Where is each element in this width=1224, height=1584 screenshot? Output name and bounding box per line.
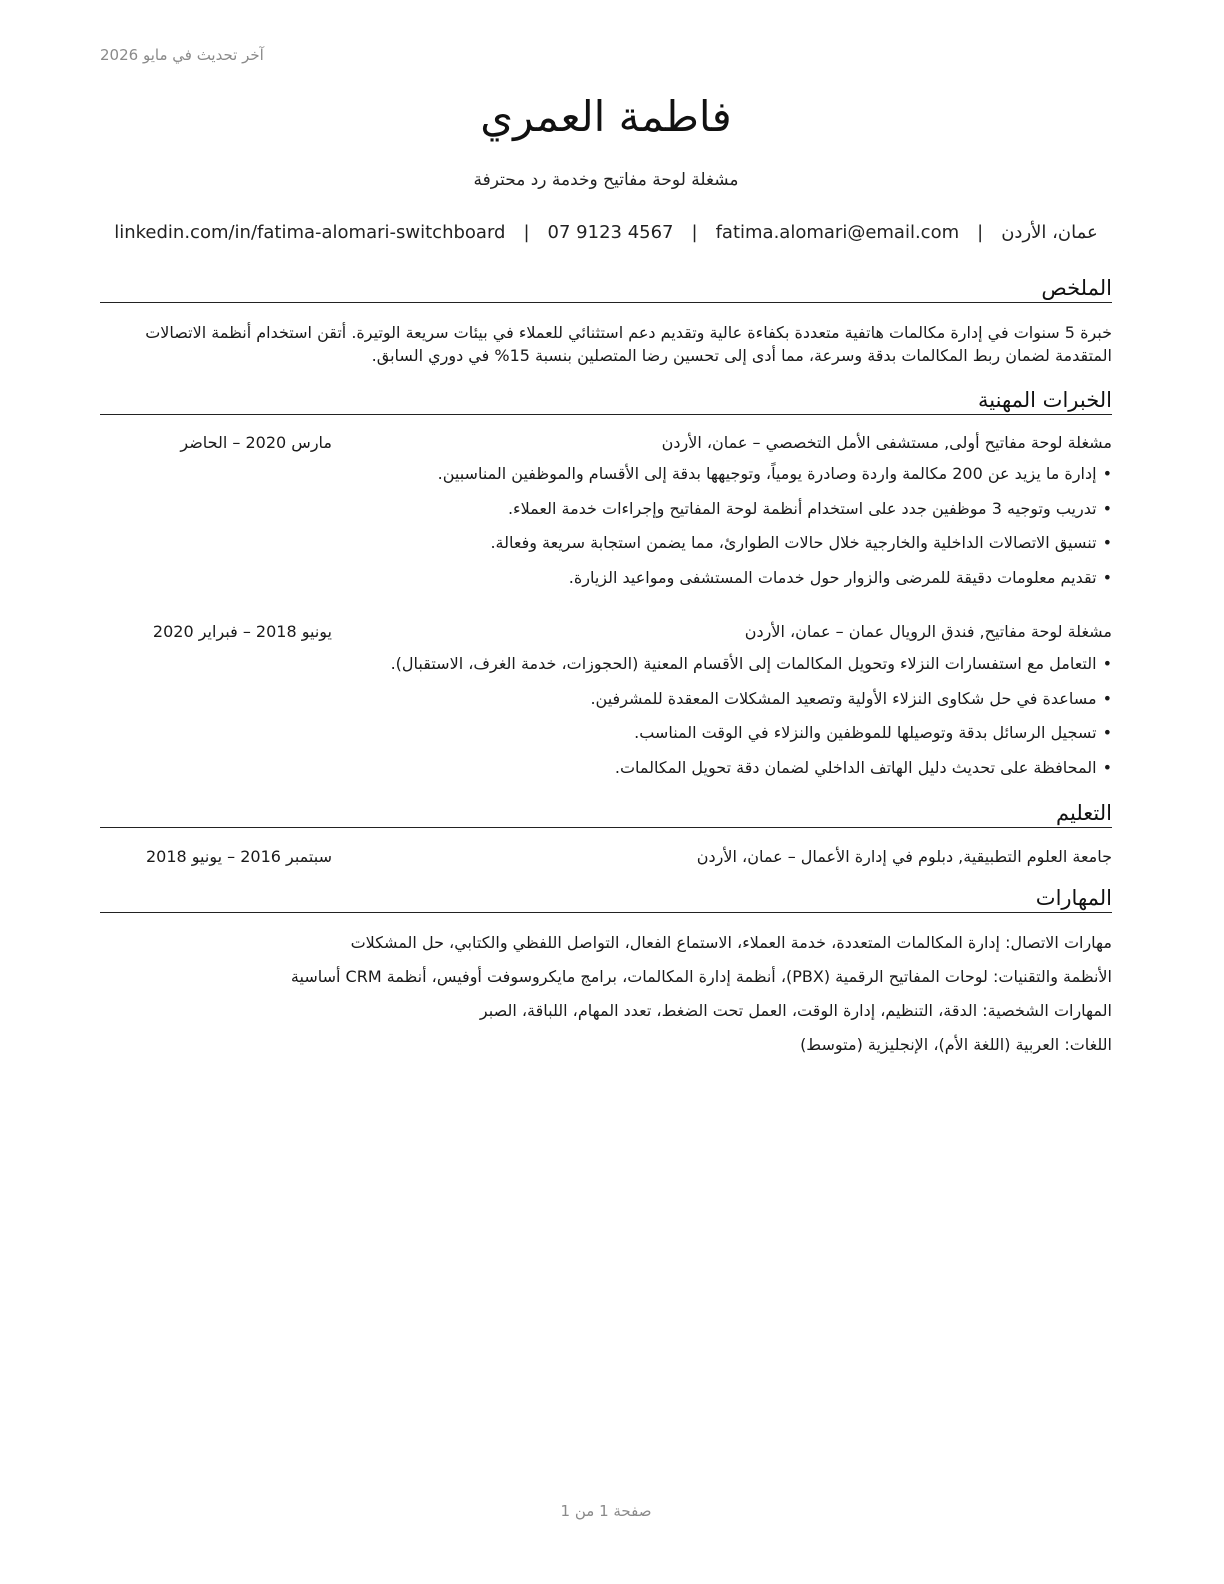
candidate-name: فاطمة العمري	[480, 92, 732, 141]
education-dates: سبتمبر 2016 – يونيو 2018	[145, 847, 332, 866]
contact-location: عمان، الأردن	[1001, 222, 1098, 243]
contact-linkedin[interactable]: linkedin.com/in/fatima-alomari-switchboard	[114, 222, 506, 243]
skills-heading: المهارات	[100, 886, 1112, 913]
job-title: مشغلة لوحة مفاتيح أولى, مستشفى الأمل التخصصي – عمان، الأردن	[661, 433, 1112, 452]
contact-email[interactable]: fatima.alomari@email.com	[715, 222, 960, 243]
page-number: صفحة 1 من 1	[560, 1502, 652, 1520]
bullet-item	[100, 653, 1112, 688]
job-bullets	[100, 463, 1112, 601]
bullet-icon: •	[1102, 498, 1112, 518]
summary-text: خبرة 5 سنوات في إدارة مكالمات هاتفية متعددة بكفاءة عالية وتقديم دعم استثنائي للعملاء في بيئات سريعة الوتيرة. أتقن استخدام أنظمة الاتصالات المتقدمة لضمان ربط المكالمات بدقة وسرعة، مما أدى إلى تحسين رضا المتصلين بنسبة 15% في دوري السابق.	[145, 323, 1112, 365]
bullet-item	[100, 532, 1112, 567]
bullet-icon: •	[1102, 688, 1112, 708]
bullet-icon: •	[1102, 464, 1112, 483]
skill-line: مهارات الاتصال: إدارة المكالمات المتعددة، خدمة العملاء، الاستماع الفعال، التواصل اللفظي والكتابي، حل المشكلات	[350, 933, 1112, 952]
bullet-item	[100, 498, 1112, 533]
education-title: جامعة العلوم التطبيقية, دبلوم في إدارة الأعمال – عمان، الأردن	[696, 847, 1112, 866]
bullet-text: المحافظة على تحديث دليل الهاتف الداخلي لضمان دقة تحويل المكالمات.	[614, 757, 1097, 777]
bullet-text: إدارة ما يزيد عن 200 مكالمة واردة وصادرة يومياً، وتوجيهها بدقة إلى الأقسام والموظفين المناسبين.	[437, 464, 1097, 483]
job-dates: مارس 2020 – الحاضر	[180, 433, 332, 452]
bullet-icon: •	[1102, 757, 1112, 777]
bullet-icon: •	[1102, 723, 1112, 742]
candidate-tagline: مشغلة لوحة مفاتيح وخدمة رد محترفة	[473, 170, 739, 190]
summary-heading: الملخص	[100, 276, 1112, 303]
bullet-text: تدريب وتوجيه 3 موظفين جدد على استخدام أنظمة لوحة المفاتيح وإجراءات خدمة العملاء.	[507, 498, 1097, 518]
contact-phone: 07 9123 4567	[547, 222, 674, 243]
bullet-text: تنسيق الاتصالات الداخلية والخارجية خلال حالات الطوارئ، مما يضمن استجابة سريعة وفعالة.	[490, 533, 1097, 552]
bullet-text: تسجيل الرسائل بدقة وتوصيلها للموظفين والنزلاء في الوقت المناسب.	[634, 723, 1097, 742]
job-dates: يونيو 2018 – فبراير 2020	[152, 622, 332, 641]
bullet-item	[100, 463, 1112, 498]
skill-line: المهارات الشخصية: الدقة، التنظيم، إدارة الوقت، العمل تحت الضغط، تعدد المهام، اللباقة، الصبر	[479, 1001, 1112, 1020]
job-title: مشغلة لوحة مفاتيح, فندق الرويال عمان – عمان، الأردن	[744, 622, 1112, 641]
bullet-item	[100, 757, 1112, 792]
bullet-item	[100, 688, 1112, 723]
bullet-item	[100, 722, 1112, 757]
experience-heading: الخبرات المهنية	[100, 388, 1112, 415]
skill-line: الأنظمة والتقنيات: لوحات المفاتيح الرقمية (PBX)، أنظمة إدارة المكالمات، برامج مايكروسوفت أوفيس، أنظمة CRM أساسية	[290, 967, 1112, 986]
bullet-text: تقديم معلومات دقيقة للمرضى والزوار حول خدمات المستشفى ومواعيد الزيارة.	[568, 567, 1097, 587]
skills-list	[100, 932, 1112, 1068]
bullet-icon: •	[1102, 567, 1112, 587]
contact-separator: |	[977, 222, 984, 243]
bullet-icon: •	[1102, 533, 1112, 552]
education-heading: التعليم	[100, 801, 1112, 828]
job-bullets	[100, 653, 1112, 791]
contact-line	[100, 222, 1112, 243]
bullet-icon: •	[1102, 654, 1112, 673]
bullet-text: مساعدة في حل شكاوى النزلاء الأولية وتصعيد المشكلات المعقدة للمشرفين.	[590, 688, 1097, 708]
bullet-text: التعامل مع استفسارات النزلاء وتحويل المكالمات إلى الأقسام المعنية (الحجوزات، خدمة الغرف، الاستقبال).	[390, 654, 1097, 673]
contact-separator: |	[691, 222, 698, 243]
bullet-item	[100, 567, 1112, 602]
resume-page	[100, 0, 1112, 1584]
last-updated: آخر تحديث في مايو 2026	[100, 46, 264, 64]
contact-separator: |	[523, 222, 530, 243]
skill-line: اللغات: العربية (اللغة الأم)، الإنجليزية (متوسط)	[800, 1035, 1112, 1054]
